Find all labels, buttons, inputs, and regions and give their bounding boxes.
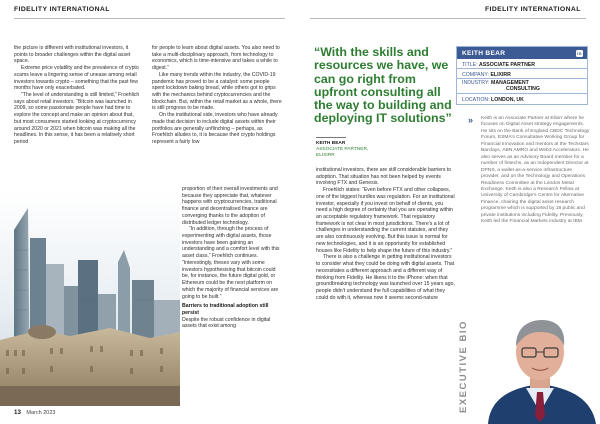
subheading: Barriers to traditional adoption still persist: [182, 303, 269, 316]
article-column-2-top: [152, 45, 282, 146]
portrait-photo: [482, 312, 600, 424]
paragraph: proportion of their overall investments and because they appreciate that, whatever happens with cryptocurrencies, traditional finance and decentralised finance are converging thanks to the adoption of distributed ledger technology.: [182, 186, 278, 226]
profile-name: KEITH BEAR: [462, 49, 506, 57]
executive-bio-text: Keith is an Associate Partner at Elixirr where he focuses on Digital Asset strategy engagements. He sits on the Bank of England CBDC Technology Forum, ESMA’s Consultative Working Group for Financial Innovation and mentors at the Techstars Barclays, ABN AMRO and Web3 Accelerators. He also serves as an Advisory Board member for a number of fintechs, as an Independent Director at DPNS, a wallet-as-a-service infrastructure provider, and on the Technology and Operations Readiness Committee at the London Metal Exchange. Keith is also a Research Fellow at University of Cambridge’s Centre for Alternative Finance, chairing the digital asset research programme which is supported by 18 public and private institutions including Fidelity. Previously, Keith led the Financial Markets industry at IBM.: [481, 116, 590, 225]
page-number: 13: [14, 409, 21, 416]
article-column-2-bottom: [182, 186, 282, 330]
header-rule-right: [310, 18, 586, 19]
brand-header-left: FIDELITY INTERNATIONAL: [14, 6, 110, 13]
profile-title-field: TITLE: ASSOCIATE PARTNER: [457, 59, 587, 69]
header-rule-left: [14, 18, 285, 19]
profile-location-field: LOCATION: LONDON, UK: [462, 96, 524, 103]
quote-author-name: KEITH BEAR: [316, 141, 346, 146]
profile-card-header: [457, 47, 587, 59]
quote-author-role: ASSOCIATE PARTNER,: [316, 147, 369, 152]
paragraph: Despite the robust confidence in digital assets that exist among: [182, 316, 271, 330]
chevron-icon: »: [468, 115, 474, 125]
issue-date: March 2023: [26, 410, 56, 416]
paragraph: for people to learn about digital assets. You also need to take a multi-disciplinary approach, from technology to economics, which is time-intensive and takes a while to digest.”: [152, 45, 280, 72]
city-skyline-photo: [0, 190, 180, 406]
pull-quote: “With the skills and resources we have, we can go right from upfront consulting all the way to building and deploying IT solutions”: [314, 45, 452, 126]
profile-company-field: COMPANY: ELIXIRR: [457, 69, 587, 79]
paragraph: Extreme price volatility and the prevalence of crypto scams leave a lingering sense of unease among retail investors towards crypto – something that the past few months have only exacerbated.: [14, 65, 139, 92]
linkedin-icon[interactable]: in: [577, 50, 582, 56]
paragraph: the picture is different with institutional investors, it points to broader challenges within the digital asset space.: [14, 45, 131, 65]
quote-author-company: ELIXIRR: [316, 153, 335, 158]
paragraph: Like many trends within the industry, the COVID-19 pandemic has proved to be a catalyst: some people spent lockdown baking bread, while others got to grips with the mechanics behind cryptocurrencies and the blockchain. But, within the retail market as a whole, there is still progress to be made.: [152, 71, 282, 112]
paragraph: “The level of understanding is still limited,” Froehlich says about retail investors. “Bitcoin was launched in 2009, so some passionate people have had time to explore the concept and make an opinion about that, but most consumers started looking at cryptocurrency around 2020 or 2021 when bitcoin was making all the headlines. In this sense, it has been a relatively short period: [14, 92, 140, 146]
paragraph: On the institutional side, investors who have already made that decision to include digital assets within their portfolios are generally unflinching – perhaps, as Froehlich alludes to, it is because their crypto holdings represent a fairly low: [152, 112, 278, 146]
executive-bio-label: EXECUTIVE BIO: [458, 320, 469, 413]
quote-rule: [316, 137, 346, 138]
paragraph: Froehlich states: “Even before FTX and other collapses, one of the biggest hurdles was regulation. For an institutional investor, especially if you invest on behalf of clients, you need a high degree of certainty that you are operating within an acceptable regulatory framework. That regulatory framework is not clear in most jurisdictions. There’s a lot of challenges in understanding the current statutes, and they are also continuously evolving. But this issue is normal for new technologies, and it is an opportunity for established houses like Fidelity to help shape the future of this industry.”: [316, 187, 455, 254]
quote-attribution: [316, 141, 436, 159]
paragraph: There is also a challenge in getting institutional investors to consider what they could be doing with digital assets. That necessitates a different approach and a different way of thinking from Fidelity. He likens it to the iPhone: when that groundbreaking technology was launched over 15 years ago, people didn’t understand the full capabilities of what they could do with it, whereas now it seems second-nature: [316, 254, 455, 301]
paragraph: “In addition, through the process of experimenting with digital assets, those investors have been gaining an understanding and a comfort level with this asset class,” Froehlich continues. “Interestingly, theses vary with some investors hypothesising that bitcoin could be, for instance, the future digital gold, or Ethereum could be the next platform on which the majority of financial services are going to be built.”: [182, 226, 280, 300]
article-column-3: [316, 167, 456, 301]
paragraph: institutional investors, there are still considerable barriers to adoption. That situation has not been helped by events involving FTX and Genesis.: [316, 167, 452, 187]
article-column-1: [14, 45, 140, 146]
brand-header-right: FIDELITY INTERNATIONAL: [485, 6, 581, 13]
page-footer: [14, 409, 55, 416]
profile-industry-field: INDUSTRY: MANAGEMENT CONSULTING: [457, 79, 587, 94]
profile-card: [456, 46, 588, 105]
